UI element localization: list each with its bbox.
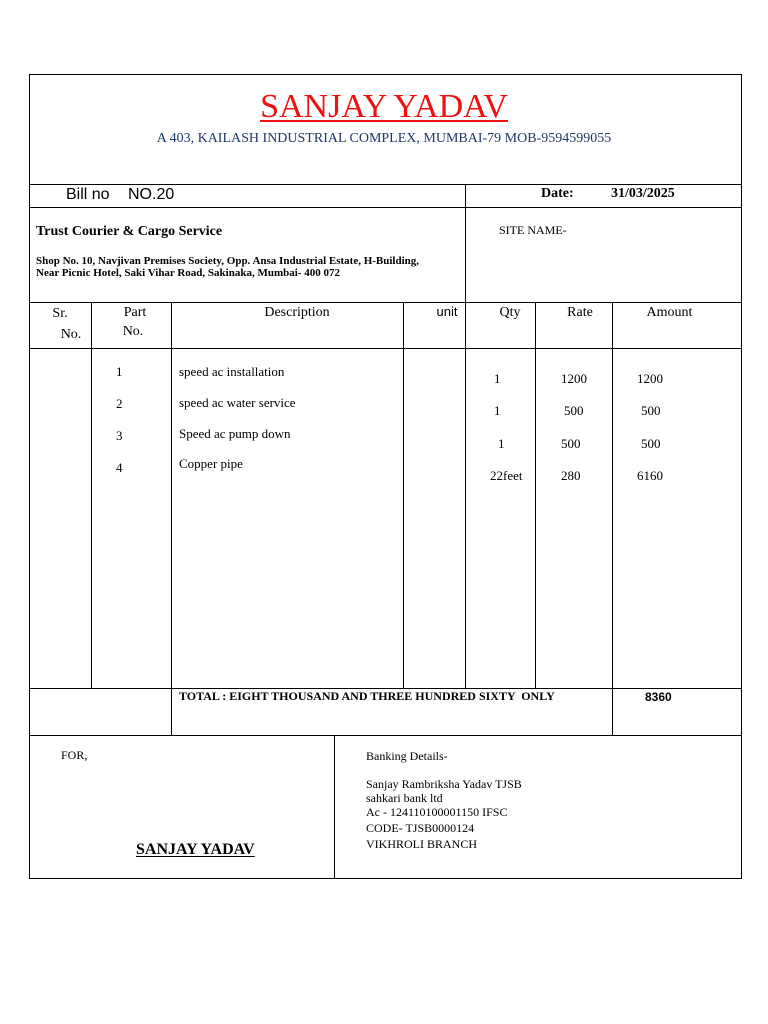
row-1-part-no: 1 xyxy=(116,364,123,379)
divider-col-rate xyxy=(612,302,613,735)
site-name-label: SITE NAME- xyxy=(499,223,567,237)
header-amount: Amount xyxy=(646,305,693,320)
header-qty: Qty xyxy=(499,305,521,320)
row-2-qty: 1 xyxy=(494,403,501,418)
row-1-amount: 1200 xyxy=(637,371,663,386)
header-unit: unit xyxy=(436,304,458,319)
banking-line-2: sahkari bank ltd xyxy=(366,791,443,805)
date-value: 31/03/2025 xyxy=(611,186,675,201)
divider-col-part xyxy=(171,302,172,735)
divider-col-unit xyxy=(465,302,466,688)
header-part-line1: Part xyxy=(123,305,147,320)
total-in-words: TOTAL : EIGHT THOUSAND AND THREE HUNDRED SIXTY ONLY xyxy=(179,689,555,703)
row-3-qty: 1 xyxy=(498,436,505,451)
row-1-qty: 1 xyxy=(494,371,501,386)
divider-col-sr xyxy=(91,302,92,688)
row-1-description: speed ac installation xyxy=(179,364,285,379)
bill-no-label: Bill no xyxy=(66,186,110,203)
divider-table-header xyxy=(29,348,742,349)
divider-header xyxy=(29,184,742,185)
customer-address-line1: Shop No. 10, Navjivan Premises Society, Opp. Ansa Industrial Estate, H-Building, xyxy=(36,255,420,267)
for-label: FOR, xyxy=(61,748,88,762)
date-label: Date: xyxy=(541,186,574,201)
bill-no-value: NO.20 xyxy=(128,186,175,203)
banking-line-5: VIKHROLI BRANCH xyxy=(366,837,477,851)
row-4-qty: 22feet xyxy=(490,468,523,483)
banking-line-3: Ac - 124110100001150 IFSC xyxy=(366,805,508,819)
row-3-description: Speed ac pump down xyxy=(179,426,291,441)
divider-bill-date xyxy=(465,184,466,302)
customer-name: Trust Courier & Cargo Service xyxy=(36,224,223,239)
divider-footer xyxy=(334,735,335,879)
header-part-line2: No. xyxy=(122,324,144,339)
banking-heading: Banking Details- xyxy=(366,749,448,763)
header-sr-line1: Sr. xyxy=(52,306,68,321)
business-name: SANJAY YADAV xyxy=(260,88,508,125)
header-sr-line2: No. xyxy=(60,327,82,342)
banking-line-1: Sanjay Rambriksha Yadav TJSB xyxy=(366,777,522,791)
divider-billno xyxy=(29,207,742,208)
row-3-part-no: 3 xyxy=(116,428,123,443)
divider-customer xyxy=(29,302,742,303)
row-1-rate: 1200 xyxy=(561,371,587,386)
row-3-amount: 500 xyxy=(641,436,661,451)
row-4-part-no: 4 xyxy=(116,460,123,475)
header-rate: Rate xyxy=(567,305,593,320)
row-2-rate: 500 xyxy=(564,403,584,418)
row-4-amount: 6160 xyxy=(637,468,663,483)
customer-address-line2: Near Picnic Hotel, Saki Vihar Road, Sakinaka, Mumbai- 400 072 xyxy=(36,267,340,279)
business-address: A 403, KAILASH INDUSTRIAL COMPLEX, MUMBAI-79 MOB-9594599055 xyxy=(156,131,612,146)
divider-col-desc xyxy=(403,302,404,688)
divider-total xyxy=(29,735,742,736)
row-4-rate: 280 xyxy=(561,468,581,483)
row-2-description: speed ac water service xyxy=(179,395,296,410)
total-amount: 8360 xyxy=(645,690,672,704)
header-description: Description xyxy=(264,305,330,320)
row-2-part-no: 2 xyxy=(116,396,123,411)
row-4-description: Copper pipe xyxy=(179,456,243,471)
divider-col-qty xyxy=(535,302,536,688)
row-2-amount: 500 xyxy=(641,403,661,418)
signatory-name: SANJAY YADAV xyxy=(136,841,255,858)
row-3-rate: 500 xyxy=(561,436,581,451)
banking-line-4: CODE- TJSB0000124 xyxy=(366,821,475,835)
